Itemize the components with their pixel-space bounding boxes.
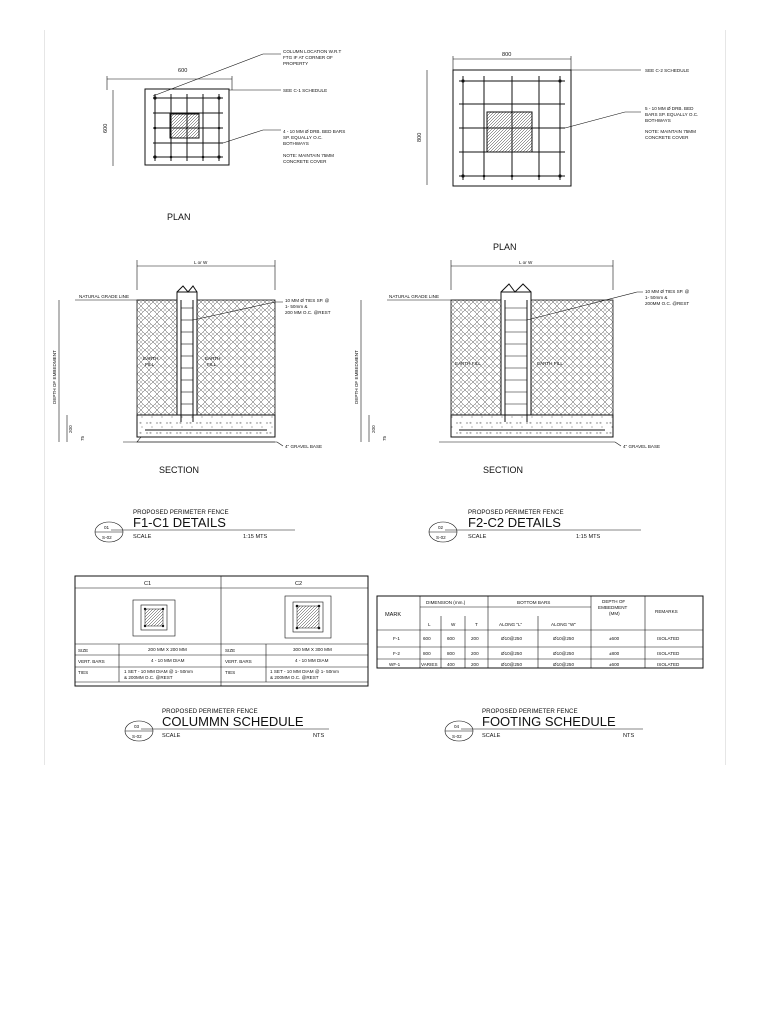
svg-text:EARTH: EARTH <box>143 356 159 361</box>
svg-text:NTS: NTS <box>623 733 635 739</box>
section2-label: SECTION <box>483 465 524 475</box>
svg-text:DEPTH OF: DEPTH OF <box>602 599 626 604</box>
svg-text:DIMENSION (mm.): DIMENSION (mm.) <box>426 600 466 605</box>
col-sched-header-c1: C1 <box>144 581 152 587</box>
title02-title: F2-C2 DETAILS <box>468 515 561 530</box>
svg-text:800: 800 <box>423 651 431 656</box>
svg-text:PROPOSED PERIMETER FENCE: PROPOSED PERIMETER FENCE <box>133 509 229 516</box>
section1-label: SECTION <box>159 465 200 475</box>
svg-text:SIZE: SIZE <box>78 648 89 653</box>
svg-text:VERT. BARS: VERT. BARS <box>225 659 252 664</box>
plan2-notes <box>645 68 698 140</box>
svg-text:04: 04 <box>454 724 460 729</box>
svg-text:S-02: S-02 <box>132 734 142 739</box>
svg-text:75: 75 <box>80 435 85 441</box>
svg-text:ISOLATED: ISOLATED <box>657 651 680 656</box>
svg-text:(MM): (MM) <box>609 611 620 616</box>
plan-f1 <box>103 49 345 222</box>
svg-text:Ø10@250: Ø10@250 <box>553 662 575 667</box>
plan2-dim-side: 800 <box>417 132 423 142</box>
svg-text:BOTTOM BARS: BOTTOM BARS <box>517 600 551 605</box>
title-block-02 <box>429 509 641 542</box>
column-schedule-table <box>75 576 368 686</box>
svg-text:PROPOSED PERIMETER FENCE: PROPOSED PERIMETER FENCE <box>162 708 258 715</box>
footing-row-f2 <box>393 651 680 656</box>
footing-schedule-table <box>377 596 703 668</box>
svg-text:Ø10@250: Ø10@250 <box>553 651 575 656</box>
section-f2 <box>354 260 690 475</box>
svg-text:BARS SP. EQUALLY O.C.: BARS SP. EQUALLY O.C. <box>645 112 699 117</box>
svg-text:4 - 10 MM DIAM: 4 - 10 MM DIAM <box>151 658 185 663</box>
svg-text:1 SET - 10 MM DIAM @ 1- 50mm: 1 SET - 10 MM DIAM @ 1- 50mm <box>124 669 193 674</box>
svg-text:S-02: S-02 <box>452 734 462 739</box>
svg-text:Ø10@250: Ø10@250 <box>553 636 575 641</box>
svg-text:5 - 10 MM Ø DRB. BED: 5 - 10 MM Ø DRB. BED <box>645 106 694 111</box>
svg-text:1 SET - 10 MM DIAM @ 1- 50mm: 1 SET - 10 MM DIAM @ 1- 50mm <box>270 669 339 674</box>
svg-text:BOTHWAYS: BOTHWAYS <box>283 141 309 146</box>
svg-text:TIES: TIES <box>78 670 89 675</box>
svg-text:EARTH: EARTH <box>205 356 221 361</box>
svg-text:L: L <box>428 622 431 627</box>
svg-text:02: 02 <box>438 525 444 530</box>
svg-text:1:15 MTS: 1:15 MTS <box>576 534 601 540</box>
title-block-04 <box>445 708 643 741</box>
title04-title: FOOTING SCHEDULE <box>482 714 616 729</box>
svg-text:SCALE: SCALE <box>468 534 487 540</box>
svg-text:300 MM X 300 MM: 300 MM X 300 MM <box>293 647 332 652</box>
svg-text:4 - 10 MM Ø DRB. BED BARS: 4 - 10 MM Ø DRB. BED BARS <box>283 129 346 134</box>
svg-text:NATURAL GRADE LINE: NATURAL GRADE LINE <box>389 294 440 299</box>
title01-title: F1-C1 DETAILS <box>133 515 226 530</box>
svg-text:VARIES: VARIES <box>421 662 438 667</box>
section-f1 <box>52 260 331 475</box>
svg-text:ISOLATED: ISOLATED <box>657 636 680 641</box>
svg-text:PROPERTY: PROPERTY <box>283 61 309 66</box>
plan2-column <box>487 112 532 152</box>
svg-text:& 200MM O.C. @REST: & 200MM O.C. @REST <box>124 675 173 680</box>
svg-text:200 MM X 200 MM: 200 MM X 200 MM <box>148 647 187 652</box>
plan2-dim-top: 800 <box>502 52 512 58</box>
section1-depth-label: DEPTH OF EMBEDMENT <box>52 350 57 404</box>
svg-text:±800: ±800 <box>609 651 620 656</box>
svg-text:FTG IF AT CORNER OF: FTG IF AT CORNER OF <box>283 55 333 60</box>
title-block-03 <box>125 708 329 741</box>
svg-text:SP. EQUALLY O.C.: SP. EQUALLY O.C. <box>283 135 323 140</box>
footing-row-f1 <box>393 636 680 641</box>
svg-text:400: 400 <box>447 662 455 667</box>
svg-text:CONCRETE COVER: CONCRETE COVER <box>645 135 689 140</box>
svg-text:4 - 10 MM DIAM: 4 - 10 MM DIAM <box>295 658 329 663</box>
svg-text:4" GRAVEL BASE: 4" GRAVEL BASE <box>623 444 661 449</box>
svg-text:1:15 MTS: 1:15 MTS <box>243 534 268 540</box>
svg-text:& 200MM O.C. @REST: & 200MM O.C. @REST <box>270 675 319 680</box>
svg-text:ISOLATED: ISOLATED <box>657 662 680 667</box>
svg-text:PROPOSED PERIMETER FENCE: PROPOSED PERIMETER FENCE <box>482 708 578 715</box>
svg-text:75: 75 <box>382 435 387 441</box>
svg-text:MARK: MARK <box>385 612 402 618</box>
svg-text:COLUMN LOCATION W.R.T: COLUMN LOCATION W.R.T <box>283 49 342 54</box>
plan2-label: PLAN <box>493 242 517 252</box>
svg-text:S-02: S-02 <box>436 535 446 540</box>
svg-text:Ø10@250: Ø10@250 <box>501 651 523 656</box>
svg-text:BOTHWAYS: BOTHWAYS <box>645 118 671 123</box>
drawing-canvas <box>45 30 725 765</box>
title-block-01 <box>95 509 295 542</box>
title03-title: COLUMMN SCHEDULE <box>162 714 304 729</box>
svg-text:FILL: FILL <box>145 362 155 367</box>
plan1-dim-top: 600 <box>178 68 188 74</box>
plan-f2 <box>417 52 698 252</box>
svg-text:F-1: F-1 <box>393 636 400 641</box>
svg-text:Ø10@250: Ø10@250 <box>501 636 523 641</box>
svg-text:S-02: S-02 <box>102 535 112 540</box>
svg-text:SIZE: SIZE <box>225 648 236 653</box>
svg-text:SEE C-1 SCHEDULE: SEE C-1 SCHEDULE <box>283 88 328 93</box>
svg-text:600: 600 <box>423 636 431 641</box>
svg-text:Ø10@250: Ø10@250 <box>501 662 523 667</box>
svg-text:F-2: F-2 <box>393 651 400 656</box>
svg-text:PROPOSED PERIMETER FENCE: PROPOSED PERIMETER FENCE <box>468 509 564 516</box>
plan1-column <box>170 114 199 138</box>
drawing-sheet <box>44 30 726 765</box>
svg-text:L or W: L or W <box>519 260 533 265</box>
svg-text:200: 200 <box>471 651 479 656</box>
c1-thumbnail <box>133 600 175 636</box>
svg-text:03: 03 <box>134 724 140 729</box>
svg-text:10 MM Ø TIES SP. @: 10 MM Ø TIES SP. @ <box>285 298 330 303</box>
svg-text:200: 200 <box>471 636 479 641</box>
svg-text:600: 600 <box>447 636 455 641</box>
plan1-dim-side: 600 <box>103 123 109 133</box>
svg-text:SCALE: SCALE <box>482 733 501 739</box>
svg-text:±600: ±600 <box>609 662 620 667</box>
svg-text:CONCRETE COVER: CONCRETE COVER <box>283 159 327 164</box>
svg-text:VERT. BARS: VERT. BARS <box>78 659 105 664</box>
svg-text:W: W <box>451 622 456 627</box>
section1-grade-line: NATURAL GRADE LINE <box>79 294 130 299</box>
svg-text:SCALE: SCALE <box>133 534 152 540</box>
svg-text:TIES: TIES <box>225 670 236 675</box>
svg-text:NTS: NTS <box>313 733 325 739</box>
svg-text:EMBEDMENT: EMBEDMENT <box>598 605 628 610</box>
svg-text:DEPTH OF EMBEDMENT: DEPTH OF EMBEDMENT <box>354 350 359 404</box>
svg-text:ALONG "W": ALONG "W" <box>551 622 576 627</box>
plan1-label: PLAN <box>167 212 191 222</box>
svg-text:SEE C-2 SCHEDULE: SEE C-2 SCHEDULE <box>645 68 690 73</box>
c2-thumbnail <box>285 596 331 638</box>
svg-text:200: 200 <box>68 425 73 433</box>
svg-text:200: 200 <box>371 425 376 433</box>
svg-text:200 MM O.C. @REST: 200 MM O.C. @REST <box>285 310 331 315</box>
svg-text:WF-1: WF-1 <box>389 662 401 667</box>
svg-text:EARTH FILL: EARTH FILL <box>537 361 563 366</box>
svg-text:SCALE: SCALE <box>162 733 181 739</box>
svg-text:REMARKS: REMARKS <box>655 609 678 614</box>
svg-text:10 MM Ø TIES SP. @: 10 MM Ø TIES SP. @ <box>645 289 690 294</box>
svg-text:FILL: FILL <box>207 362 217 367</box>
svg-text:200MM O.C. @REST: 200MM O.C. @REST <box>645 301 690 306</box>
svg-text:NOTE: MAINTAIN 75MM: NOTE: MAINTAIN 75MM <box>645 129 696 134</box>
svg-text:NOTE: MAINTAIN 75MM: NOTE: MAINTAIN 75MM <box>283 153 334 158</box>
svg-text:1- 50mm &: 1- 50mm & <box>285 304 308 309</box>
svg-text:T: T <box>475 622 478 627</box>
svg-text:1- 50mm &: 1- 50mm & <box>645 295 668 300</box>
svg-text:EARTH FILL: EARTH FILL <box>455 361 481 366</box>
footing-row-wf1 <box>389 662 680 667</box>
section1-dim-width: L or W <box>194 260 208 265</box>
svg-text:01: 01 <box>104 525 110 530</box>
svg-text:±600: ±600 <box>609 636 620 641</box>
svg-text:800: 800 <box>447 651 455 656</box>
col-sched-header-c2: C2 <box>295 581 303 587</box>
plan1-notes <box>283 49 345 164</box>
svg-text:200: 200 <box>471 662 479 667</box>
svg-text:ALONG "L": ALONG "L" <box>499 622 523 627</box>
section1-gravel: 4" GRAVEL BASE <box>285 444 323 449</box>
